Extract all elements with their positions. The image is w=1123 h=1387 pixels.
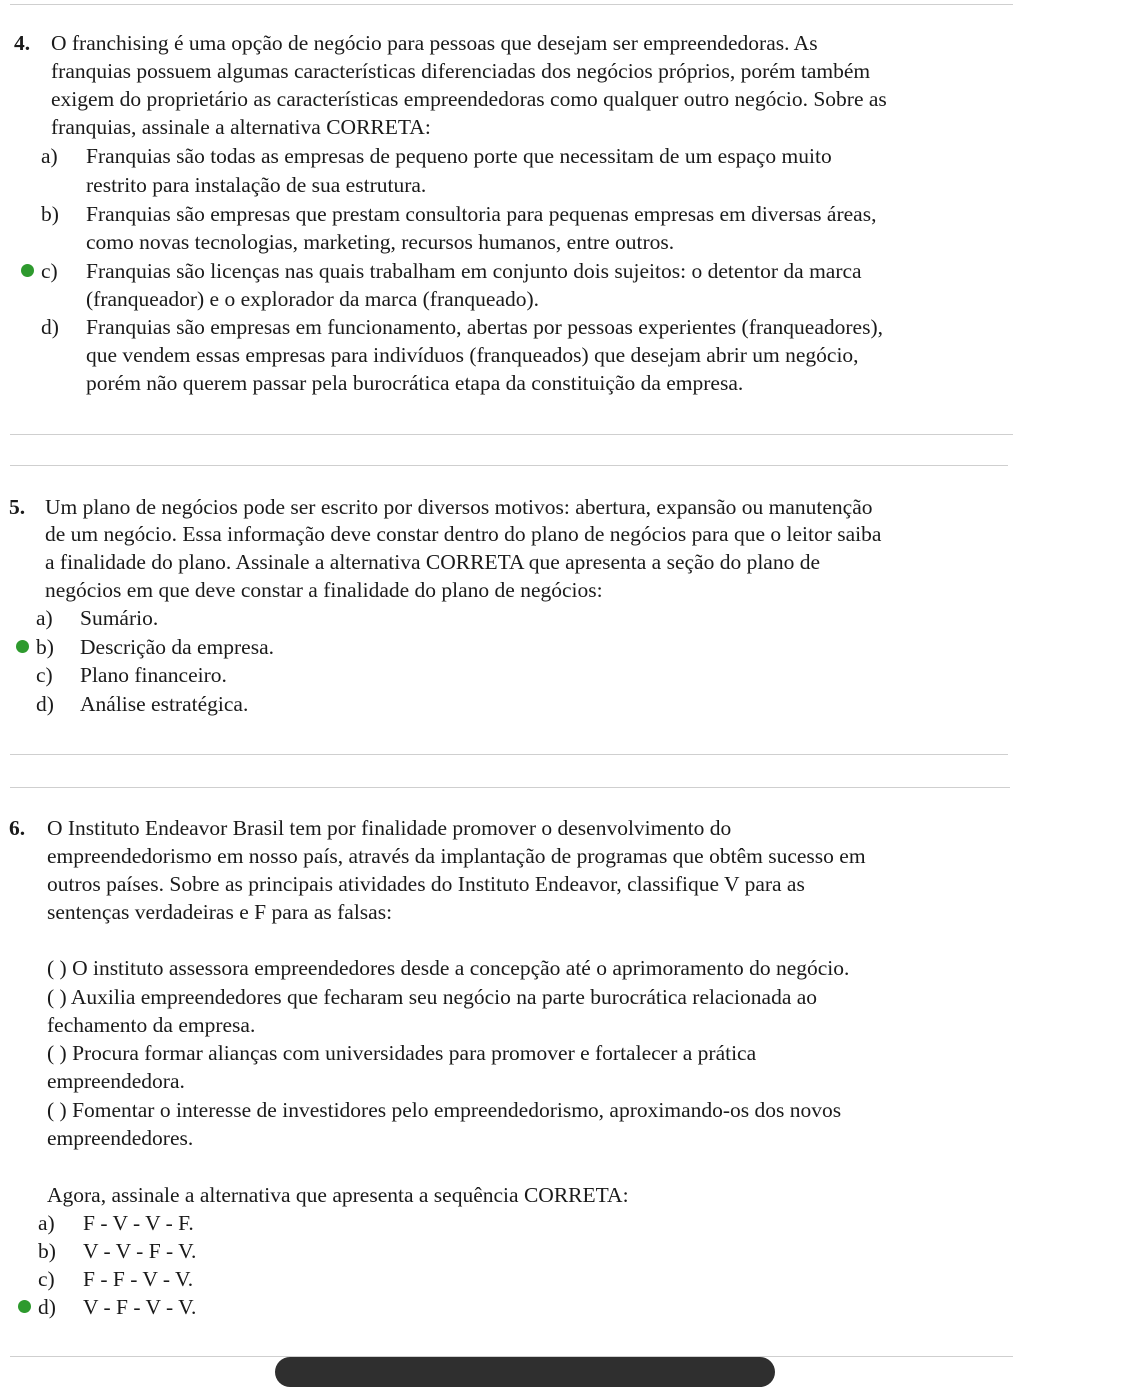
question-number: 6. [9, 816, 26, 840]
option-text: que vendem essas empresas para indivíduos (franqueados) que desejam abrir um negócio, [86, 343, 859, 367]
selected-answer-marker [21, 264, 34, 277]
question-number: 5. [9, 495, 26, 519]
divider-q6-start [10, 787, 1010, 788]
option-text: Sumário. [80, 606, 159, 630]
statement-line: ( ) O instituto assessora empreendedores desde a concepção até o aprimoramento do negócio. [47, 956, 850, 980]
divider-q5-start [10, 465, 1008, 466]
option-text: Descrição da empresa. [80, 635, 274, 659]
option-letter: b) [41, 202, 59, 226]
question-prompt: Agora, assinale a alternativa que apresenta a sequência CORRETA: [47, 1183, 629, 1207]
statement-line: empreendedora. [47, 1069, 185, 1093]
question-text-line: negócios em que deve constar a finalidade do plano de negócios: [45, 578, 603, 602]
option-text: F - F - V - V. [83, 1267, 194, 1291]
option-letter: d) [41, 315, 59, 339]
question-number: 4. [14, 31, 31, 55]
option-letter: a) [38, 1211, 55, 1235]
option-text: F - V - V - F. [83, 1211, 194, 1235]
option-letter: a) [41, 144, 58, 168]
option-letter: d) [36, 692, 54, 716]
option-letter: c) [38, 1267, 55, 1291]
option-letter: a) [36, 606, 53, 630]
statement-line: ( ) Fomentar o interesse de investidores pelo empreendedorismo, aproximando-os dos novos [47, 1098, 842, 1122]
statement-line: empreendedores. [47, 1126, 194, 1150]
divider-top [10, 4, 1013, 5]
question-text-line: franquias, assinale a alternativa CORRETA: [51, 115, 431, 139]
option-text: V - F - V - V. [83, 1295, 197, 1319]
question-text-line: de um negócio. Essa informação deve constar dentro do plano de negócios para que o leitor saiba [45, 522, 882, 546]
question-text-line: franquias possuem algumas características diferenciadas dos negócios próprios, porém também [51, 59, 871, 83]
option-text: V - V - F - V. [83, 1239, 197, 1263]
question-text-line: outros países. Sobre as principais atividades do Instituto Endeavor, classifique V para as [47, 872, 805, 896]
option-text: restrito para instalação de sua estrutura. [86, 173, 427, 197]
question-text-line: a finalidade do plano. Assinale a alternativa CORRETA que apresenta a seção do plano de [45, 550, 821, 574]
option-letter: c) [41, 259, 58, 283]
question-text-line: sentenças verdadeiras e F para as falsas: [47, 900, 393, 924]
question-text-line: O franchising é uma opção de negócio para pessoas que desejam ser empreendedoras. As [51, 31, 818, 55]
selected-answer-marker [18, 1300, 31, 1313]
option-text: Franquias são todas as empresas de pequeno porte que necessitam de um espaço muito [86, 144, 832, 168]
option-text: Franquias são empresas em funcionamento, abertas por pessoas experientes (franqueadores), [86, 315, 884, 339]
option-letter: d) [38, 1295, 56, 1319]
option-text: Análise estratégica. [80, 692, 249, 716]
option-text: (franqueador) e o explorador da marca (franqueado). [86, 287, 540, 311]
statement-line: ( ) Procura formar alianças com universidades para promover e fortalecer a prática [47, 1041, 757, 1065]
option-letter: b) [36, 635, 54, 659]
question-text-line: empreendedorismo em nosso país, através da implantação de programas que obtêm sucesso em [47, 844, 866, 868]
option-text: como novas tecnologias, marketing, recursos humanos, entre outros. [86, 230, 675, 254]
bottom-toolbar[interactable] [275, 1357, 775, 1387]
statement-line: ( ) Auxilia empreendedores que fecharam seu negócio na parte burocrática relacionada ao [47, 985, 818, 1009]
divider-q4-end [10, 434, 1013, 435]
option-text: Franquias são empresas que prestam consultoria para pequenas empresas em diversas áreas, [86, 202, 877, 226]
question-text-line: exigem do proprietário as características empreendedoras como qualquer outro negócio. Sobre as [51, 87, 887, 111]
option-letter: b) [38, 1239, 56, 1263]
divider-q5-end [10, 754, 1008, 755]
selected-answer-marker [16, 640, 29, 653]
option-text: Franquias são licenças nas quais trabalham em conjunto dois sujeitos: o detentor da marca [86, 259, 862, 283]
question-text-line: Um plano de negócios pode ser escrito por diversos motivos: abertura, expansão ou manutenção [45, 495, 873, 519]
option-letter: c) [36, 663, 53, 687]
option-text: porém não querem passar pela burocrática etapa da constituição da empresa. [86, 371, 744, 395]
statement-line: fechamento da empresa. [47, 1013, 256, 1037]
question-text-line: O Instituto Endeavor Brasil tem por finalidade promover o desenvolvimento do [47, 816, 732, 840]
option-text: Plano financeiro. [80, 663, 227, 687]
